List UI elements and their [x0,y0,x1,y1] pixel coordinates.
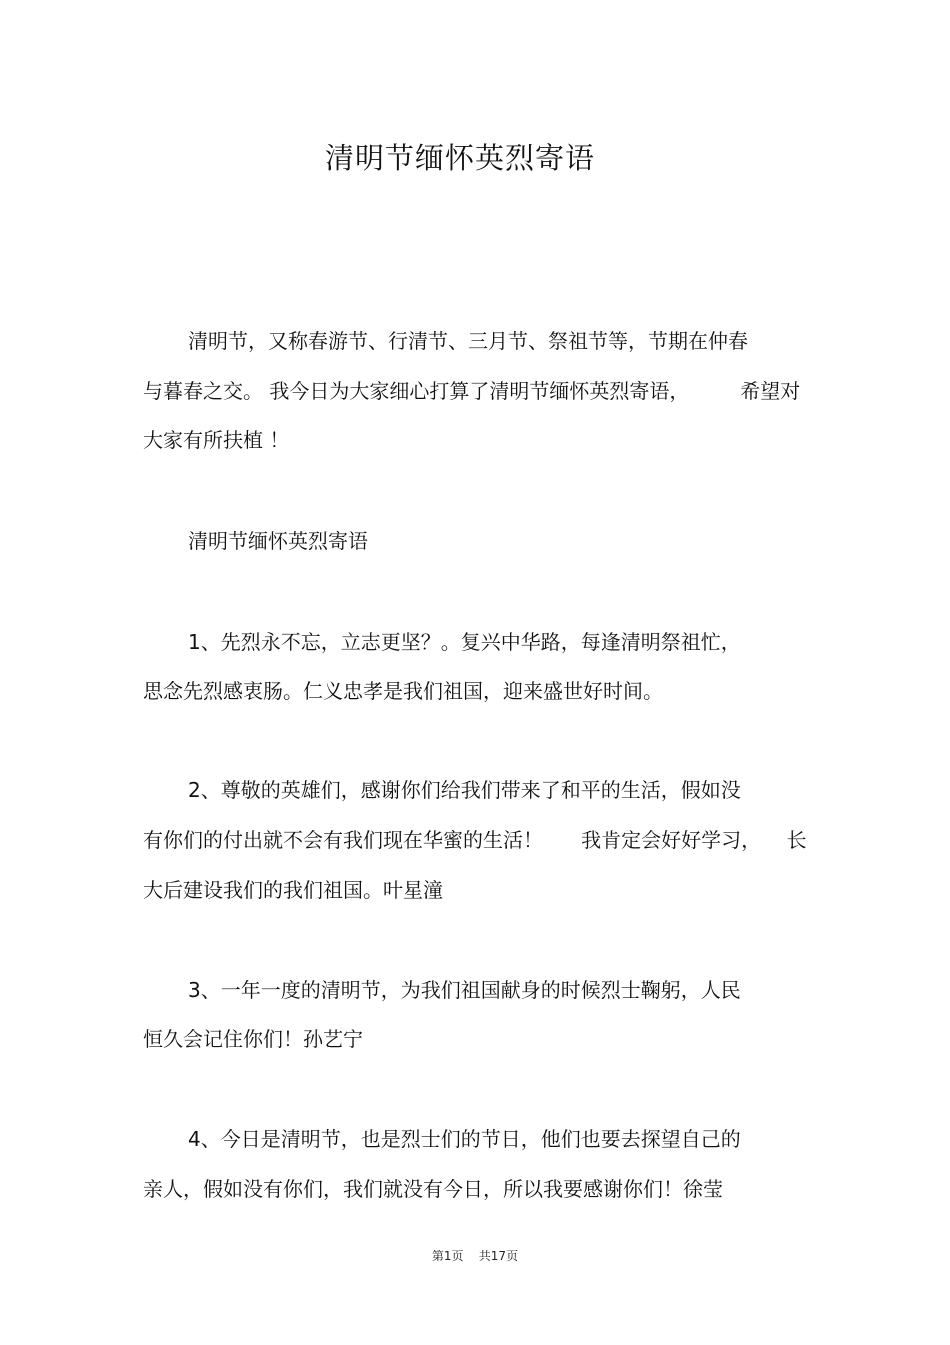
item-1-line-2: 思念先烈感衷肠。仁义忠孝是我们祖国，迎来盛世好时间。 [143,679,663,703]
section-subheading: 清明节缅怀英烈寄语 [188,529,368,553]
intro-line-2: 与暮春之交。 我今日为大家细心打算了清明节缅怀英烈寄语， 希望对 [143,379,801,403]
item-2-line-1: 2、尊敬的英雄们，感谢你们给我们带来了和平的生活，假如没 [188,778,741,802]
item-4-line-1: 4、今日是清明节，也是烈士们的节日，他们也要去探望自己的 [188,1127,741,1151]
item-1-line-1: 1、先烈永不忘，立志更坚？。复兴中华路，每逢清明祭祖忙， [188,630,741,654]
item-3-line-2: 恒久会记住你们！孙艺宁 [143,1027,363,1051]
intro-line-1: 清明节，又称春游节、行清节、三月节、祭祖节等，节期在仲春 [188,329,748,353]
document-title: 清明节缅怀英烈寄语 [324,141,595,175]
page-number-footer: 第1页 共17页 [431,1249,519,1263]
item-4-line-2: 亲人，假如没有你们，我们就没有今日，所以我要感谢你们！徐莹 [143,1177,723,1201]
item-2-line-2: 有你们的付出就不会有我们现在华蜜的生活！ 我肯定会好好学习， 长 [143,828,807,852]
item-3-line-1: 3、一年一度的清明节，为我们祖国献身的时候烈士鞠躬，人民 [188,978,741,1002]
intro-line-3: 大家有所扶植 ！ [143,428,290,452]
item-2-line-3: 大后建设我们的我们祖国。叶星潼 [143,878,443,902]
